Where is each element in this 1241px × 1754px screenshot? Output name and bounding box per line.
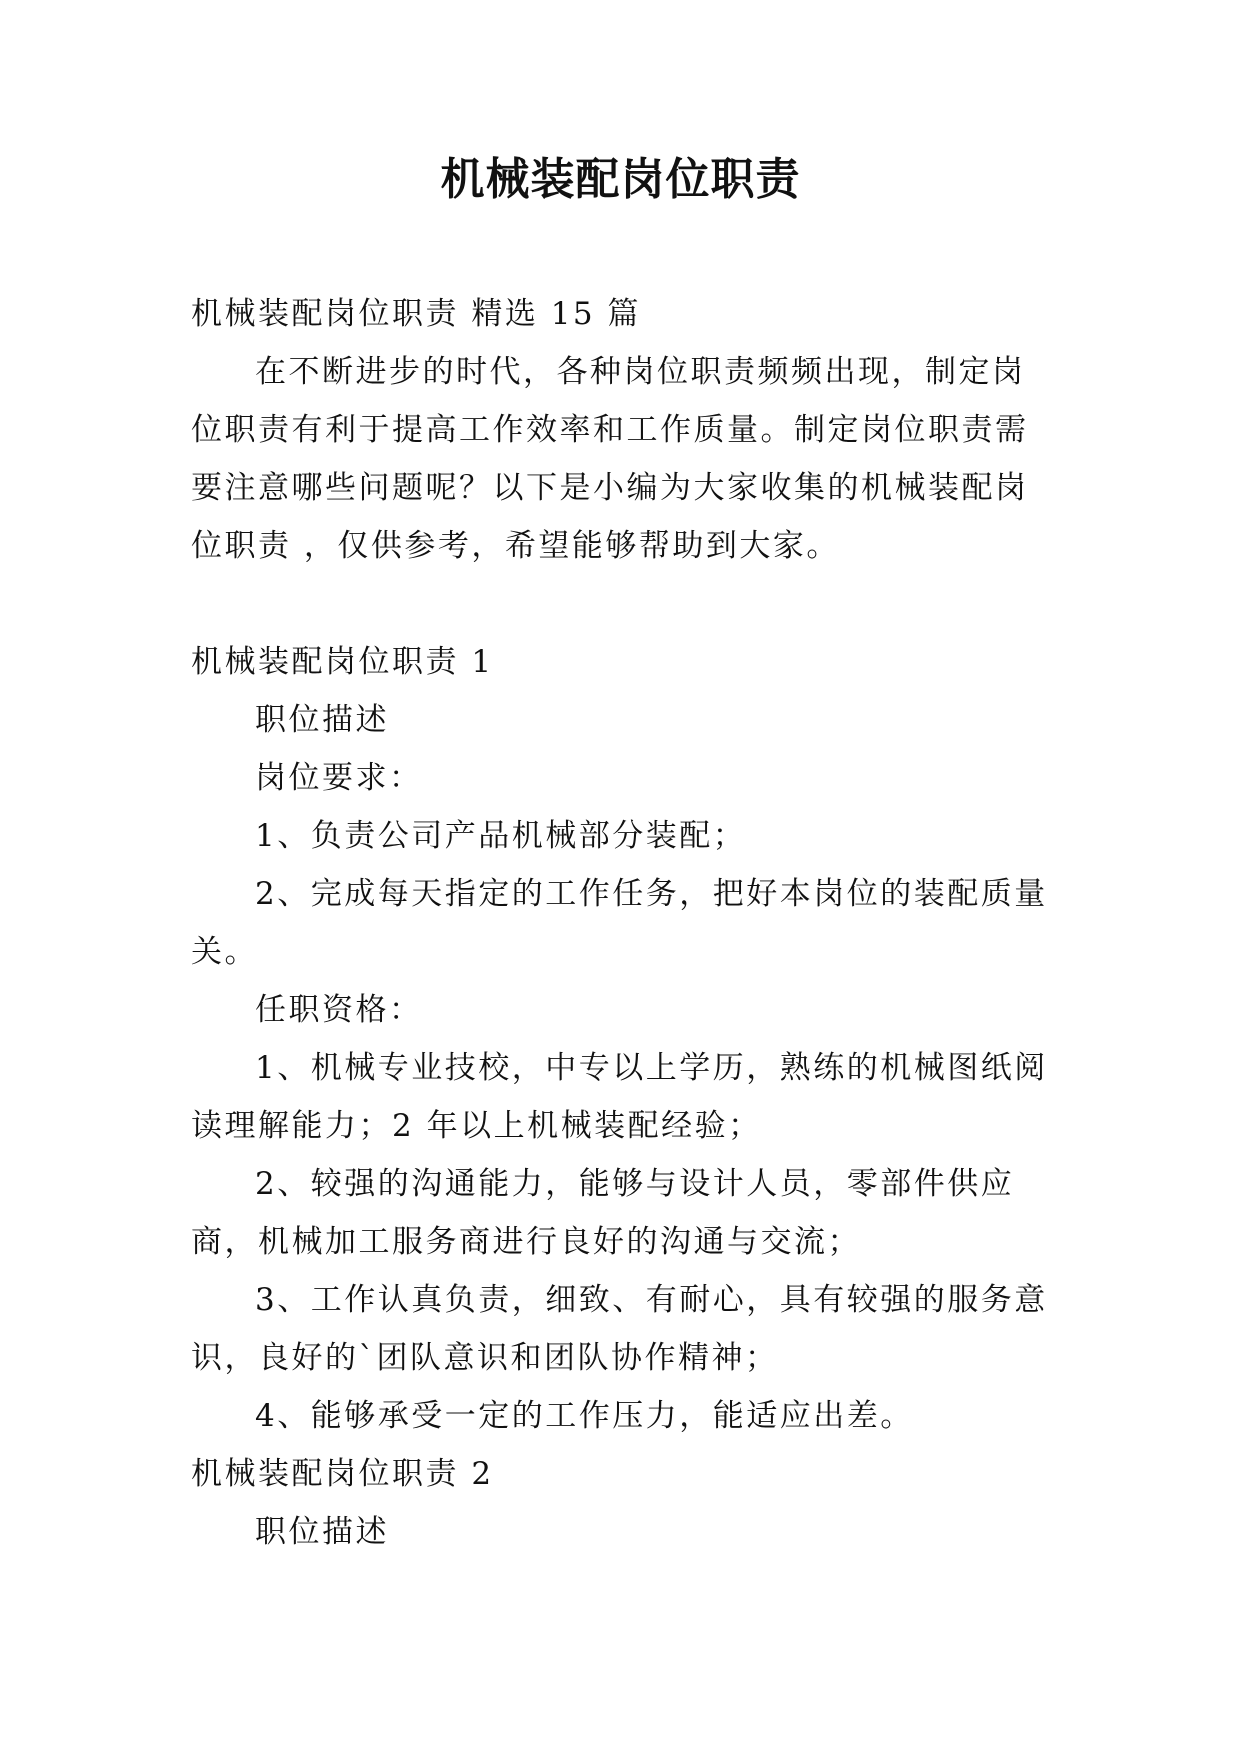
qualification-item-3: 3、工作认真负责，细致、有耐心，具有较强的服务意识，良好的`团队意识和团队协作精神； bbox=[191, 1282, 1048, 1376]
section-1-job-description-label: 职位描述 bbox=[255, 702, 389, 738]
document-subtitle: 机械装配岗位职责 精选 15 篇 bbox=[191, 296, 642, 332]
section-2-job-description-label: 职位描述 bbox=[255, 1514, 389, 1550]
section-1-heading: 机械装配岗位职责 1 bbox=[191, 644, 494, 680]
section-1-requirements-label: 岗位要求： bbox=[255, 760, 423, 796]
qualification-item-1: 1、机械专业技校，中专以上学历，熟练的机械图纸阅读理解能力；2 年以上机械装配经验； bbox=[191, 1050, 1048, 1144]
section-2-heading: 机械装配岗位职责 2 bbox=[191, 1456, 494, 1492]
intro-paragraph: 在不断进步的时代，各种岗位职责频频出现，制定岗位职责有利于提高工作效率和工作质量。制定岗位职责需要注意哪些问题呢？以下是小编为大家收集的机械装配岗位职责 ，仅供参考，希望能够帮助到大家。 bbox=[191, 354, 1029, 564]
section-1-qualifications-label: 任职资格： bbox=[255, 992, 423, 1028]
qualification-item-4: 4、能够承受一定的工作压力，能适应出差。 bbox=[255, 1398, 914, 1434]
section-spacer bbox=[191, 575, 1051, 633]
document-body bbox=[191, 285, 1051, 1561]
requirement-item-1: 1、负责公司产品机械部分装配； bbox=[255, 818, 747, 854]
qualification-item-2: 2、较强的沟通能力，能够与设计人员，零部件供应商，机械加工服务商进行良好的沟通与交流； bbox=[191, 1166, 1015, 1260]
requirement-item-2: 2、完成每天指定的工作任务，把好本岗位的装配质量关。 bbox=[191, 876, 1048, 970]
document-title: 机械装配岗位职责 bbox=[440, 154, 801, 205]
